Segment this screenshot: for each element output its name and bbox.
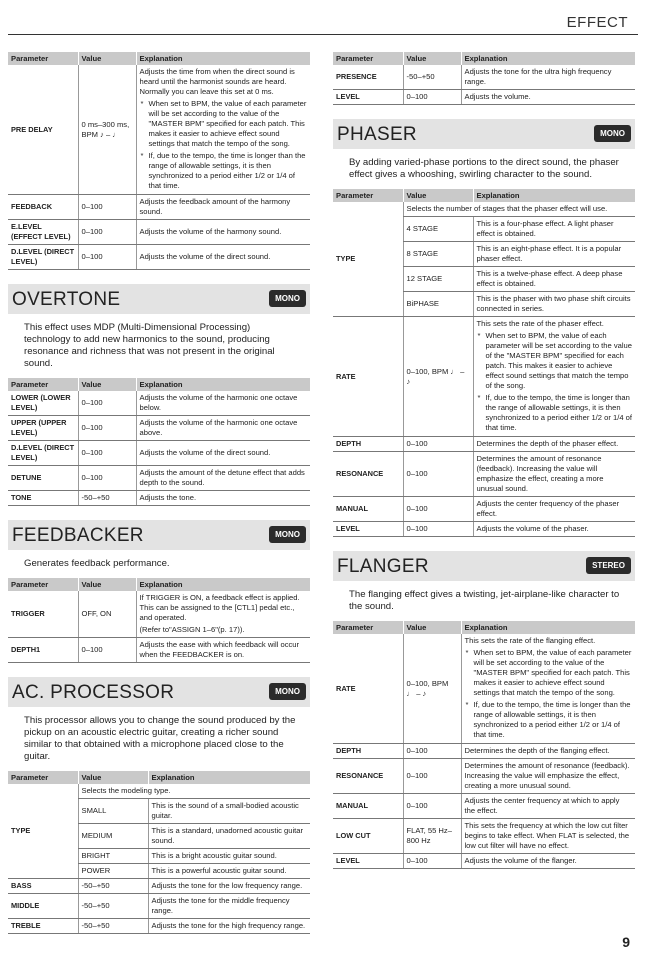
param-explanation: Determines the amount of resonance (feedback). Increasing the value will emphasize the effect, creating a more unusual sound. [473, 452, 635, 497]
param-name: TRIGGER [8, 591, 78, 638]
section-title-text: AC. PROCESSOR [12, 682, 175, 703]
table-row [333, 202, 635, 217]
param-name: DEPTH1 [8, 638, 78, 663]
param-name: TONE [8, 491, 78, 506]
col-header-explanation: Explanation [136, 52, 310, 65]
param-explanation: Determines the depth of the phaser effect. [473, 437, 635, 452]
param-explanation: Adjusts the center frequency of the phaser effect. [473, 497, 635, 522]
harmonist-params-table [8, 52, 310, 270]
table-row [8, 491, 310, 506]
mono-badge: MONO [594, 125, 631, 142]
explanation-text: This sets the rate of the flanging effect. [464, 636, 596, 645]
section-title-text: FLANGER [337, 556, 429, 577]
explanation-text: This sets the rate of the phaser effect. [476, 319, 604, 328]
param-explanation: Adjusts the center frequency at which to apply the effect. [461, 794, 635, 819]
param-value: 0 ms–300 ms, BPM ♪ – ♩ [78, 65, 136, 195]
type-option-explanation: This is the phaser with two phase shift circuits connected in series. [473, 292, 635, 317]
param-name: DEPTH [333, 744, 403, 759]
col-header-parameter: Parameter [333, 189, 403, 202]
type-option-explanation: This is a twelve-phase effect. A deep phase effect is obtained. [473, 267, 635, 292]
table-row [8, 919, 310, 934]
table-row [333, 317, 635, 437]
overtone-params-table [8, 378, 310, 506]
explanation-text: Adjusts the time from when the direct sound is heard until the harmonist sounds are heard. Normally you can leave this set at 0 ms. [139, 67, 295, 96]
table-row [333, 854, 635, 869]
param-name: E.LEVEL (EFFECT LEVEL) [8, 220, 78, 245]
type-option-explanation: This is a powerful acoustic guitar sound. [148, 864, 310, 879]
param-value: 0–100 [403, 744, 461, 759]
param-name: LEVEL [333, 90, 403, 105]
param-name: LEVEL [333, 854, 403, 869]
param-value: 0–100 [78, 391, 136, 416]
table-row [333, 794, 635, 819]
param-value: 0–100 [403, 759, 461, 794]
section-title-flanger [333, 551, 635, 581]
param-value: 0–100 [78, 416, 136, 441]
param-value: -50–+50 [403, 65, 461, 90]
param-value: 0–100 [78, 441, 136, 466]
mono-badge: MONO [269, 683, 306, 700]
mono-badge: MONO [269, 290, 306, 307]
param-explanation: Adjusts the tone. [136, 491, 310, 506]
param-value: -50–+50 [78, 879, 148, 894]
section-title-feedbacker [8, 520, 310, 550]
param-name: TYPE [8, 784, 78, 879]
note-bullet: * When set to BPM, the value of each parameter will be set according to the value of the "MASTER BPM" specified for each patch. This makes it easier to achieve effect sound settings that match the tempo of the song. [140, 99, 308, 149]
param-name: RESONANCE [333, 452, 403, 497]
type-option-name: 8 STAGE [403, 242, 473, 267]
param-explanation: Determines the amount of resonance (feedback). Increasing the value will emphasize the effect, creating a more unusual sound. [461, 759, 635, 794]
param-name: PRE DELAY [8, 65, 78, 195]
param-value: FLAT, 55 Hz–800 Hz [403, 819, 461, 854]
section-description: This processor allows you to change the sound produced by the pickup on an acoustic electric guitar, creating a richer sound similar to that obtained with a microphone placed close to the guitar. [24, 715, 296, 762]
param-name: TYPE [333, 202, 403, 317]
param-explanation: Adjusts the volume. [461, 90, 635, 105]
col-header-value: Value [78, 52, 136, 65]
note-bullet: * If, due to the tempo, the time is longer than the range of allowable settings, it is then synchronized to a period either 1/2 or 1/4 of that time. [477, 393, 633, 433]
param-explanation: Adjusts the volume of the direct sound. [136, 441, 310, 466]
note-bullet: * When set to BPM, the value of each parameter will be set according to the value of the "MASTER BPM" specified for each patch. This makes it easier to achieve effect sound settings that match the tempo of the song. [477, 331, 633, 391]
section-title-phaser [333, 119, 635, 149]
col-header-parameter: Parameter [8, 771, 78, 784]
col-header-explanation: Explanation [473, 189, 635, 202]
table-row [333, 65, 635, 90]
param-name: TREBLE [8, 919, 78, 934]
table-row [333, 452, 635, 497]
table-row [8, 245, 310, 270]
flanger-params-table [333, 621, 635, 869]
table-row [8, 466, 310, 491]
param-value: 0–100 [78, 245, 136, 270]
param-explanation: Adjusts the amount of the detune effect that adds depth to the sound. [136, 466, 310, 491]
col-header-value: Value [403, 189, 473, 202]
param-explanation: Adjusts the volume of the harmonic one octave above. [136, 416, 310, 441]
param-name: RATE [333, 634, 403, 744]
col-header-parameter: Parameter [333, 621, 403, 634]
table-row [8, 879, 310, 894]
param-explanation: Adjusts the tone for the low frequency range. [148, 879, 310, 894]
param-value: OFF, ON [78, 591, 136, 638]
right-column [333, 52, 635, 869]
param-value: -50–+50 [78, 491, 136, 506]
section-title-text: OVERTONE [12, 289, 121, 310]
type-option-name: SMALL [78, 799, 148, 824]
param-value: 0–100 [78, 195, 136, 220]
note-bullet: * If, due to the tempo, the time is longer than the range of allowable settings, it is then synchronized to a period either 1/2 or 1/4 of that time. [465, 700, 633, 740]
section-title-text: PHASER [337, 124, 417, 145]
type-intro: Selects the modeling type. [78, 784, 310, 799]
feedbacker-params-table [8, 578, 310, 663]
type-option-name: BiPHASE [403, 292, 473, 317]
param-name: RATE [333, 317, 403, 437]
type-option-name: MEDIUM [78, 824, 148, 849]
param-value: 0–100 [403, 794, 461, 819]
param-name: DETUNE [8, 466, 78, 491]
type-option-explanation: This is a four-phase effect. A light phaser effect is obtained. [473, 217, 635, 242]
param-value: 0–100 [403, 522, 473, 537]
table-row [333, 744, 635, 759]
param-explanation [136, 65, 310, 195]
param-explanation: Adjusts the volume of the phaser. [473, 522, 635, 537]
col-header-value: Value [78, 771, 148, 784]
type-option-explanation: This is the sound of a small-bodied acoustic guitar. [148, 799, 310, 824]
page-number: 9 [622, 934, 630, 950]
col-header-explanation: Explanation [136, 578, 310, 591]
param-explanation: Adjusts the ease with which feedback will occur when the FEEDBACKER is on. [136, 638, 310, 663]
param-value: 0–100 [78, 220, 136, 245]
table-row [8, 391, 310, 416]
stereo-badge: STEREO [586, 557, 631, 574]
col-header-parameter: Parameter [333, 52, 403, 65]
table-row [333, 497, 635, 522]
col-header-explanation: Explanation [136, 378, 310, 391]
param-value: -50–+50 [78, 919, 148, 934]
param-explanation: Determines the depth of the flanging effect. [461, 744, 635, 759]
section-title-overtone [8, 284, 310, 314]
table-row [8, 591, 310, 638]
col-header-value: Value [403, 52, 461, 65]
col-header-explanation: Explanation [461, 621, 635, 634]
type-intro: Selects the number of stages that the phaser effect will use. [403, 202, 635, 217]
param-name: LOWER (LOWER LEVEL) [8, 391, 78, 416]
ac-processor-params-table [8, 771, 310, 934]
table-row [333, 759, 635, 794]
param-explanation: Adjusts the volume of the direct sound. [136, 245, 310, 270]
note-bullet: * If, due to the tempo, the time is longer than the range of allowable settings, it is then synchronized to a period either 1/2 or 1/4 of that time. [140, 151, 308, 191]
type-option-name: 4 STAGE [403, 217, 473, 242]
table-row [333, 634, 635, 744]
param-explanation [136, 591, 310, 638]
col-header-explanation: Explanation [461, 52, 635, 65]
param-explanation: Adjusts the volume of the harmonic one octave below. [136, 391, 310, 416]
param-name: MANUAL [333, 794, 403, 819]
param-name: PRESENCE [333, 65, 403, 90]
param-explanation: Adjusts the tone for the middle frequency range. [148, 894, 310, 919]
param-explanation: Adjusts the feedback amount of the harmony sound. [136, 195, 310, 220]
table-row [8, 894, 310, 919]
table-row [333, 90, 635, 105]
param-value: 0–100 [78, 638, 136, 663]
table-row [333, 437, 635, 452]
section-header: EFFECT [566, 14, 628, 31]
type-option-explanation: This is a bright acoustic guitar sound. [148, 849, 310, 864]
header-rule [8, 34, 638, 35]
table-row [333, 819, 635, 854]
mono-badge: MONO [269, 526, 306, 543]
type-option-explanation: This is an eight-phase effect. It is a popular phaser effect. [473, 242, 635, 267]
param-name: MIDDLE [8, 894, 78, 919]
param-value: 0–100 [403, 854, 461, 869]
param-name: LEVEL [333, 522, 403, 537]
col-header-value: Value [403, 621, 461, 634]
type-option-name: 12 STAGE [403, 267, 473, 292]
param-name: MANUAL [333, 497, 403, 522]
param-name: UPPER (UPPER LEVEL) [8, 416, 78, 441]
type-option-name: BRIGHT [78, 849, 148, 864]
section-title-ac-processor [8, 677, 310, 707]
param-explanation [461, 634, 635, 744]
param-value: 0–100 [403, 452, 473, 497]
explanation-text: If TRIGGER is ON, a feedback effect is applied. This can be assigned to the [CTL1] pedal etc., and operated. [139, 593, 300, 622]
param-explanation: This sets the frequency at which the low cut filter begins to take effect. When FLAT is selected, the low cut filter will have no effect. [461, 819, 635, 854]
col-header-explanation: Explanation [148, 771, 310, 784]
param-explanation [473, 317, 635, 437]
param-explanation: Adjusts the volume of the flanger. [461, 854, 635, 869]
col-header-value: Value [78, 378, 136, 391]
table-row [8, 784, 310, 799]
type-option-name: POWER [78, 864, 148, 879]
ac-processor-continued-table [333, 52, 635, 105]
col-header-parameter: Parameter [8, 578, 78, 591]
table-row [8, 195, 310, 220]
phaser-params-table [333, 189, 635, 537]
param-value: 0–100 [403, 437, 473, 452]
section-description: By adding varied-phase portions to the direct sound, the phaser effect gives a whooshing, swirling character to the sound. [349, 157, 619, 180]
table-row [8, 65, 310, 195]
param-value: 0–100, BPM ♩ – ♪ [403, 634, 461, 744]
col-header-parameter: Parameter [8, 378, 78, 391]
param-name: D.LEVEL (DIRECT LEVEL) [8, 441, 78, 466]
table-row [8, 416, 310, 441]
note-bullet: * When set to BPM, the value of each parameter will be set according to the value of the "MASTER BPM" specified for each patch. This makes it easier to achieve effect sound settings that match the tempo of the song. [465, 648, 633, 698]
param-name: FEEDBACK [8, 195, 78, 220]
table-row [8, 441, 310, 466]
section-description: Generates feedback performance. [24, 558, 170, 569]
param-value: 0–100 [78, 466, 136, 491]
left-column [8, 52, 310, 934]
table-row [8, 638, 310, 663]
param-name: D.LEVEL (DIRECT LEVEL) [8, 245, 78, 270]
param-value: 0–100 [403, 90, 461, 105]
param-explanation: Adjusts the tone for the high frequency range. [148, 919, 310, 934]
param-name: BASS [8, 879, 78, 894]
col-header-parameter: Parameter [8, 52, 78, 65]
param-explanation: Adjusts the volume of the harmony sound. [136, 220, 310, 245]
col-header-value: Value [78, 578, 136, 591]
param-value: 0–100 [403, 497, 473, 522]
param-name: DEPTH [333, 437, 403, 452]
param-name: RESONANCE [333, 759, 403, 794]
param-name: LOW CUT [333, 819, 403, 854]
section-description: This effect uses MDP (Multi-Dimensional Processing) technology to add new harmonics to the sound, producing resonance and richness that was not present in the original sound. [24, 322, 275, 369]
cross-reference-link[interactable]: (Refer to"ASSIGN 1–6"(p. 17)). [139, 625, 245, 634]
type-option-explanation: This is a standard, unadorned acoustic guitar sound. [148, 824, 310, 849]
table-row [8, 220, 310, 245]
table-row [333, 522, 635, 537]
param-value: -50–+50 [78, 894, 148, 919]
param-explanation: Adjusts the tone for the ultra high frequency range. [461, 65, 635, 90]
section-title-text: FEEDBACKER [12, 525, 144, 546]
section-description: The flanging effect gives a twisting, jet-airplane-like character to the sound. [349, 589, 620, 612]
param-value: 0–100, BPM ♩ – ♪ [403, 317, 473, 437]
